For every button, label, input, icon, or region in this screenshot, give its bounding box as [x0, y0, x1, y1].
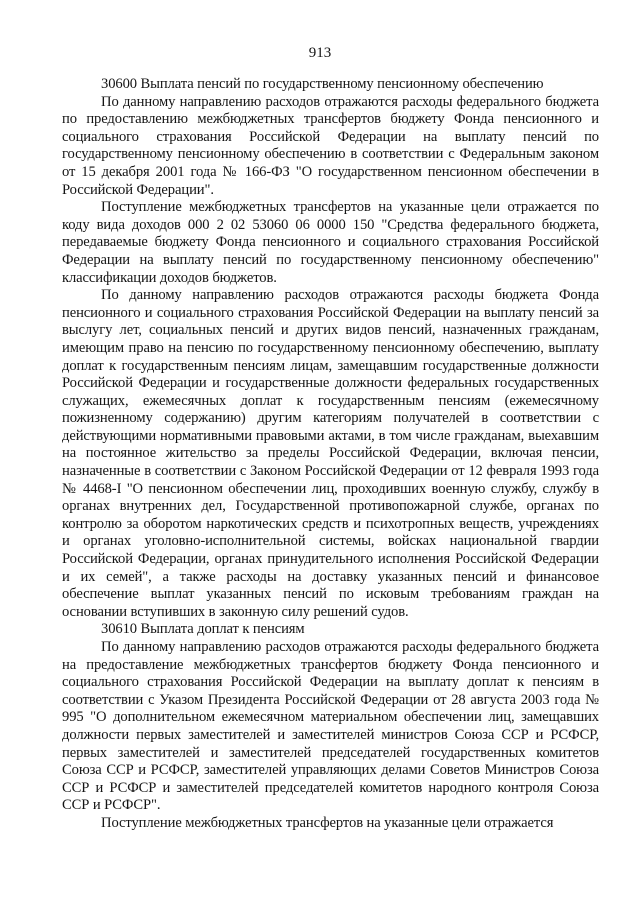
section-heading-30610: 30610 Выплата доплат к пенсиям: [101, 621, 305, 638]
paragraph-income-code: Поступление межбюджетных трансфертов на указанные цели отражается по коду вида доходов 000 2 02 53060 06 0000 150 "Средства федерального бюджета, передаваемые бюджету Фонда пенсионного и социального страхования Российской Федерации на выплату пенсий по государственному пенсионному обеспечению" классификации доходов бюджетов.: [62, 199, 599, 286]
paragraph-federal-budget-transfers: По данному направлению расходов отражаются расходы федерального бюджета по предоставлению межбюджетных трансфертов бюджету Фонда пенсионного и социального страхования Российской Федерации на выплату пенсий по государственному пенсионному обеспечению в соответствии с Федеральным законом от 15 декабря 2001 года № 166-ФЗ "О государственном пенсионном обеспечении в Российской Федерации".: [62, 93, 599, 198]
page-number: 913: [308, 45, 332, 61]
paragraph-pension-fund-expenses: По данному направлению расходов отражаются расходы бюджета Фонда пенсионного и социального страхования Российской Федерации на выплату пенсий за выслугу лет, социальных пенсий и других видов пенсий, назначенных гражданам, имеющим право на пенсию по государственному пенсионному обеспечению, выплату доплат к государственным пенсиям лицам, замещавшим государственные должности Российской Федерации и государственные должности федеральных государственных служащих, ежемесячных доплат к государственным пенсиям (ежемесячному пожизненному содержанию) другим категориям получателей в соответствии с действующими нормативными правовыми актами, в том числе гражданам, выехавшим на постоянное жительство за пределы Российской Федерации, включая пенсии, назначенные в соответствии с Законом Российской Федерации от 12 февраля 1993 года № 4468-I "О пенсионном обеспечении лиц, проходивших военную службу, службу в органах внутренних дел, Государственной противопожарной службе, органах по контролю за оборотом наркотических средств и психотропных веществ, учреждениях и органах уголовно-исполнительной системы, войсках национальной гвардии Российской Федерации, органах принудительного исполнения Российской Федерации и их семей", а также расходы на доставку указанных пенсий и финансовое обеспечение выплат указанных пенсий по исковым требованиям граждан на основании вступивших в законную силу решений судов.: [62, 287, 599, 620]
page-body: [62, 76, 599, 833]
paragraph-pension-supplements: По данному направлению расходов отражаются расходы федерального бюджета на предоставление межбюджетных трансфертов бюджету Фонда пенсионного и социального страхования Российской Федерации на выплату доплат к пенсиям в соответствии с Указом Президента Российской Федерации от 28 августа 2003 года № 995 "О дополнительном ежемесячном материальном обеспечении лиц, замещавших должности первых заместителей и заместителей министров Союза ССР и РСФСР, первых заместителей и заместителей председателей государственных комитетов Союза ССР и РСФСР, заместителей управляющих делами Советов Министров Союза ССР и РСФСР и заместителей председателей комитетов народного контроля Союза ССР и РСФСР".: [62, 639, 599, 814]
section-heading-30600: 30600 Выплата пенсий по государственному пенсионному обеспечению: [101, 76, 544, 92]
paragraph-transfer-receipts: Поступление межбюджетных трансфертов на указанные цели отражается: [101, 814, 554, 831]
